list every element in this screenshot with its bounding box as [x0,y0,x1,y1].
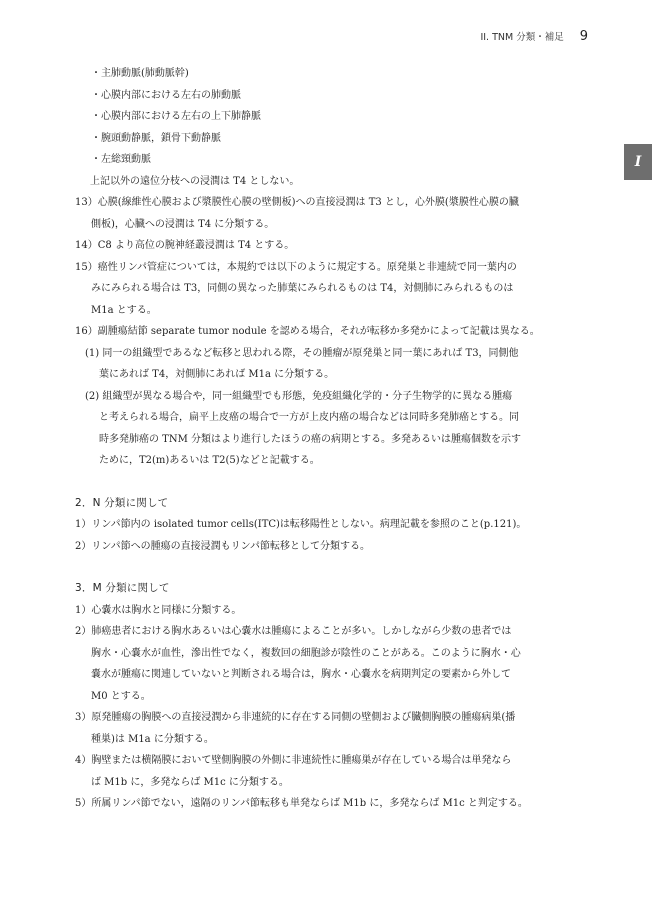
m-item-1: 1）心嚢水は胸水と同様に分類する。 [75,604,242,616]
section-heading-n: 2．N 分類に関して [75,496,169,509]
item-16-1: (1) 同一の組織型であるなど転移と思われる際，その腫瘤が原発巣と同一葉にあれば T3，同側他 [85,347,519,359]
item-13: 13）心膜(線維性心膜および漿膜性心膜の壁側板)への直接浸潤は T3 とし，心外膜(漿膜性心膜の臓 [75,197,519,208]
list-item: ・左総頸動脈 [91,154,151,165]
list-item: ・心膜内部における左右の肺動脈 [91,89,241,101]
m-item-3: 3）原発腫瘍の胸膜への直接浸潤から非連続的に存在する同側の壁側および臓側胸膜の腫瘍病巣(播 [75,712,516,723]
item-16: 16）副腫瘍結節 separate tumor nodule を認める場合，それが転移か多発かによって記載は異なる。 [75,326,540,337]
m-item-4-cont: ば M1b に，多発ならば M1c に分類する。 [91,776,289,788]
list-item: ・心膜内部における左右の上下肺静脈 [91,111,261,122]
chapter-tab: I [624,144,652,180]
item-15: 15）癌性リンパ管症については，本規約では以下のように規定する。原発巣と非連続で同一葉内の [75,261,517,273]
item-15-cont: M1a とする。 [91,304,157,316]
m-item-3-cont: 種巣)は M1a に分類する。 [91,733,214,745]
note-text: 上記以外の遠位分枝への浸潤は T4 としない。 [90,175,300,187]
n-item-1: 1）リンパ節内の isolated tumor cells(ITC)は転移陽性としない。病理記載を参照のこと(p.121)。 [75,519,527,530]
page-body [75,63,591,815]
m-item-2-cont: 嚢水が腫瘍に関連していないと判断される場合は，胸水・心嚢水を病期判定の要素から外して [91,669,511,680]
n-item-2: 2）リンパ節への腫瘍の直接浸潤もリンパ節転移として分類する。 [75,540,370,552]
item-13-cont: 側板)，心臓への浸潤は T4 に分類する。 [91,218,275,230]
list-item: ・腕頭動静脈，鎖骨下動静脈 [91,132,221,144]
m-item-4: 4）胸壁または横隔膜において壁側胸膜の外側に非連続性に腫瘍巣が存在している場合は単発なら [75,755,512,766]
item-16-1-cont: 葉にあれば T4，対側肺にあれば M1a に分類する。 [99,369,335,380]
list-item: ・主肺動脈(肺動脈幹) [91,68,189,79]
item-16-2: (2) 組織型が異なる場合や，同一組織型でも形態，免疫組織化学的・分子生物学的に異なる腫瘍 [85,390,513,402]
item-16-2-cont: 時多発肺癌の TNM 分類はより進行したほうの癌の病期とする。多発あるいは腫瘍個数を示す [99,433,522,445]
m-item-2-cont: M0 とする。 [91,690,151,702]
item-16-2-cont: と考えられる場合，扁平上皮癌の場合で一方が上皮内癌の場合などは同時多発肺癌とする。同 [99,412,519,423]
running-header [0,29,588,49]
page-number: 9 [579,29,588,44]
m-item-5: 5）所属リンパ節でない，遠隔のリンパ節転移も単発ならば M1b に，多発ならば M1c と判定する。 [75,798,528,809]
section-heading-m: 3．M 分類に関して [75,582,170,594]
item-15-cont: みにみられる場合は T3，同側の異なった肺葉にみられるものは T4，対側肺にみられるものは [91,283,514,294]
item-16-2-cont: ために，T2(m)あるいは T2(5)などと記載する。 [99,455,320,466]
m-item-2-cont: 胸水・心嚢水が血性，滲出性でなく，複数回の細胞診が陰性のことがある。このように胸水・心 [91,647,521,659]
item-14: 14）C8 より高位の腕神経叢浸潤は T4 とする。 [75,240,295,251]
section-title: II. TNM 分類・補足 [480,32,564,43]
m-item-2: 2）肺癌患者における胸水あるいは心嚢水は腫瘍によることが多い。しかしながら少数の患者では [75,626,512,637]
